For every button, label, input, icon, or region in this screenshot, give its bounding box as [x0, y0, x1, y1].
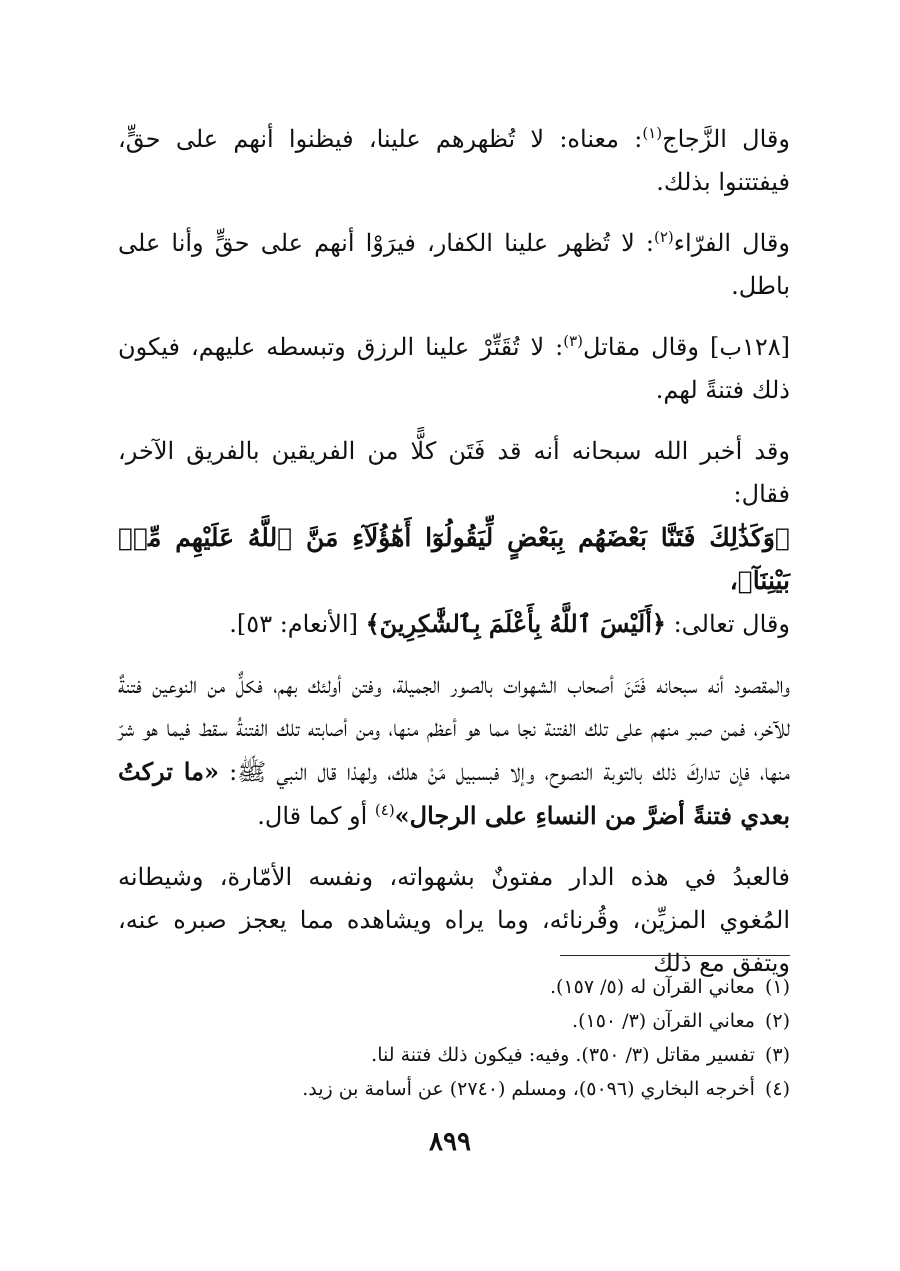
paragraph-zajjaj [118, 118, 790, 204]
footnote-ref-4[interactable]: (٤) [374, 801, 395, 819]
footnote-text: أخرجه البخاري (٥٠٩٦)، ومسلم (٢٧٤٠) عن أسامة بن زيد. [302, 1078, 755, 1100]
footnote-number: (٤) [764, 1078, 790, 1100]
footnote-text: معاني القرآن له (٥/ ١٥٧). [550, 976, 755, 998]
paragraph-zajjaj-lead: وقال الزَّجاج [662, 125, 790, 153]
footnote-number: (١) [764, 976, 790, 998]
paragraph-abd [118, 856, 790, 985]
quran-verse-anam-53: ﴿أَلَيْسَ ٱللَّهُ بِأَعْلَمَ بِٱلشَّٰكِرِينَ﴾ [365, 609, 666, 638]
page-number: ٨٩٩ [429, 1127, 471, 1157]
paragraph-fitna-intro: وقد أخبر الله سبحانه أنه قد فَتَن كلًّا من الفريقين بالفريق الآخر، فقال: [118, 437, 790, 508]
hadith-quote: «ما تركتُ بعدي فتنةً أضرَّ من النساءِ على الرجال» [118, 757, 790, 830]
paragraph-maqsud-tail: أو كما قال. [257, 802, 375, 830]
footnote-divider [560, 955, 790, 956]
paragraph-fitna-verses [118, 430, 790, 646]
paragraph-maqsud-text: والمقصود أنه سبحانه فَتَنَ أصحاب الشهوات بالصور الجميلة، وفتن أولئك بهم، فكلٌّ من النوعين فتنةٌ للآخر، فمن صبر منهم على تلك الفتنة نجا مما هو أعظم منها، ومن أصابته تلك الفتنةُ سقط فيما هو شرّ منها، فإن تداركَ ذلك بالتوبة النصوح، وإلا فبسبيل مَنْ هلك، ولهذا قال النبي ﷺ: [118, 671, 790, 786]
paragraph-farra [118, 222, 790, 308]
paragraph-muqatil-lead: [١٢٨ب] وقال مقاتل [583, 333, 790, 361]
paragraph-farra-lead: وقال الفرّاء [673, 229, 790, 257]
paragraph-muqatil [118, 326, 790, 412]
footnote-4 [130, 1072, 790, 1106]
paragraph-maqsud [118, 664, 790, 838]
footnote-text: تفسير مقاتل (٣/ ٣٥٠). وفيه: فيكون ذلك فتنة لنا. [371, 1044, 755, 1066]
footnote-text: معاني القرآن (٣/ ١٥٠). [572, 1010, 755, 1032]
page-body [118, 118, 790, 997]
paragraph-zajjaj-text: : معناه: لا تُظهرهم علينا، فيظنوا أنهم على حقٍّ، فيفتتنوا بذلك. [118, 125, 790, 196]
paragraph-fitna-middle: وقال تعالى: [673, 610, 790, 638]
footnote-number: (٣) [764, 1044, 790, 1066]
paragraph-abd-text: فالعبدُ في هذه الدار مفتونٌ بشهواته، ونفسه الأمّارة، وشيطانه المُغوي المزيِّن، وقُرنائه، وما يراه ويشاهده مما يعجز صبره عنه، ويتفق مع ذلك [118, 863, 790, 977]
quran-reference: [الأنعام: ٥٣]. [229, 610, 358, 638]
footnote-ref-3[interactable]: (٣) [563, 332, 584, 350]
footnote-3 [130, 1038, 790, 1072]
footnote-1 [130, 970, 790, 1004]
footnote-ref-2[interactable]: (٢) [653, 228, 674, 246]
footnote-number: (٢) [764, 1010, 790, 1032]
footnote-ref-1[interactable]: (١) [642, 124, 663, 142]
footnote-2 [130, 1004, 790, 1038]
paragraph-farra-text: : لا تُظهر علينا الكفار، فيرَوْا أنهم على حقٍّ وأنا على باطل. [118, 229, 790, 300]
quran-verse-anam-53-part: ﴿وَكَذَٰلِكَ فَتَنَّا بَعْضَهُم بِبَعْضٍ لِّيَقُولُوٓا أَهَٰٓؤُلَآءِ مَنَّ ٱللَّهُ عَلَيْهِم مِّنۢ بَيْنِنَآ﴾، [118, 523, 790, 595]
footnotes [130, 970, 790, 1106]
paragraph-muqatil-text: : لا تُقَتِّرْ علينا الرزق وتبسطه عليهم، فيكون ذلك فتنةً لهم. [118, 333, 790, 404]
